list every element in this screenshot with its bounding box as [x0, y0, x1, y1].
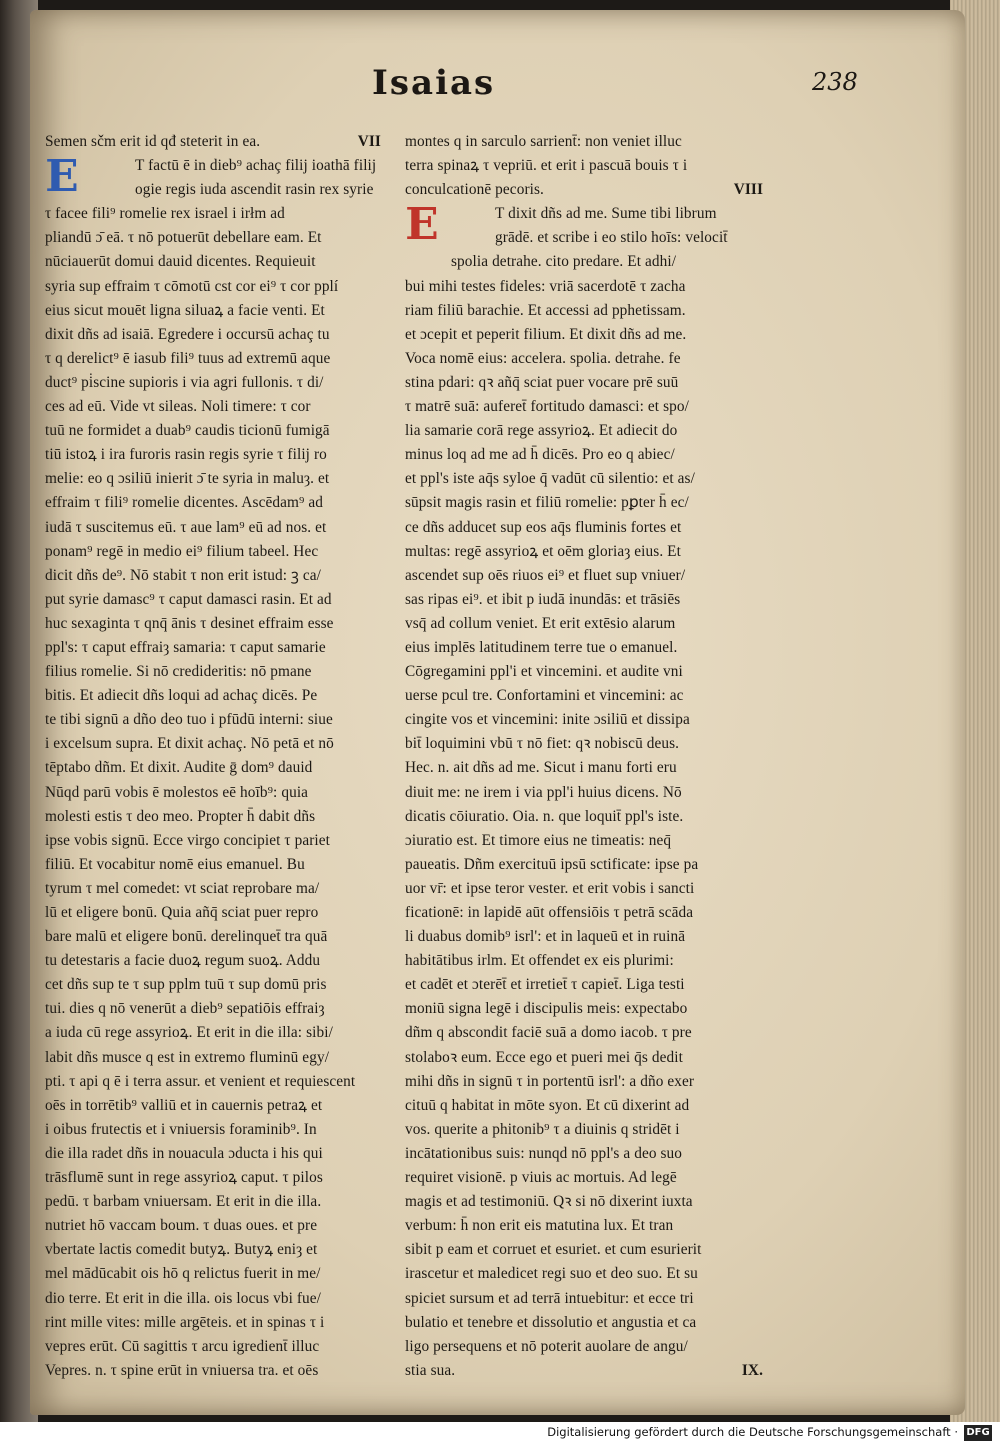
text-line-content: terra spinaꝝ τ vepriū. et erit i pascuā bouis τ i — [405, 157, 688, 175]
text-line-content: T factū ē in dieb⁹ achaç filij ioathā filij — [135, 157, 377, 175]
text-line — [405, 467, 767, 491]
text-line-content: stina pdari: qꝛ añq̄ sciat puer vocare prē suū — [405, 373, 679, 391]
text-line — [89, 178, 385, 202]
running-title: Isaias — [372, 63, 496, 103]
text-line — [45, 973, 385, 997]
text-line-content: Voca nomē eius: accelera. spolia. detrahe. fe — [405, 349, 681, 367]
text-line — [45, 1142, 385, 1166]
text-line — [405, 323, 767, 347]
footer-bar — [0, 1422, 1000, 1445]
text-line-content: cet dñs sup te τ sup pplm tuū τ sup domū pris — [45, 976, 327, 994]
text-line-content: iudā τ suscitemus eū. τ aue lam⁹ eū ad nos. et — [45, 518, 327, 536]
left-first-line — [45, 130, 385, 154]
text-line-content: labit dñs musce q est in extremo fluminū egy/ — [45, 1048, 330, 1066]
text-line-content: grādē. et scribe i eo stilo hoīs: velocit̄ — [495, 229, 728, 247]
text-line — [45, 491, 385, 515]
left-column — [45, 130, 385, 1383]
text-line-content: bui mihi testes fideles: vriā sacerdotē τ zacha — [405, 277, 686, 295]
text-line — [45, 684, 385, 708]
text-line — [405, 997, 767, 1021]
text-line — [45, 1287, 385, 1311]
text-line — [45, 347, 385, 371]
text-line — [405, 516, 767, 540]
digitization-note: Digitalisierung gefördert durch die Deutsche Forschungsgemeinschaft · — [547, 1425, 958, 1439]
text-line-content: nūciauerūt domui dauid dicentes. Requieuit — [45, 253, 316, 271]
text-line-content: dixit dñs ad isaiā. Egredere i occursū achaç tu — [45, 325, 330, 343]
text-line-content: requiret visionē. p viuis ac mortuis. Ad legē — [405, 1169, 677, 1187]
text-line — [405, 1021, 767, 1045]
text-line — [405, 371, 767, 395]
text-line-content: tyrum τ mel comedet: vt sciat reprobare ma/ — [45, 879, 320, 897]
text-line-content: multas: regē assyrioꝝ et oēm gloriaȝ eius. Et — [405, 542, 681, 560]
text-line-content: dicit dñs de⁹. Nō stabit τ non erit istud: ꝫ ca/ — [45, 566, 322, 584]
text-line — [405, 1238, 767, 1262]
text-line — [405, 1118, 767, 1142]
text-line — [45, 1359, 385, 1383]
text-line — [45, 805, 385, 829]
text-line — [45, 732, 385, 756]
text-line — [45, 1166, 385, 1190]
text-line — [45, 564, 385, 588]
text-line — [405, 636, 767, 660]
text-line — [405, 1262, 767, 1286]
text-line — [405, 684, 767, 708]
text-line-content: bitis. Et adiecit dñs loqui ad achaç dicēs. Pe — [45, 687, 318, 705]
text-line — [45, 419, 385, 443]
text-line — [45, 588, 385, 612]
text-line-content: spolia detrahe. cito predare. Et adhi/ — [451, 253, 677, 271]
text-line — [405, 1070, 767, 1094]
text-line — [405, 564, 767, 588]
text-line-content: nutriet hō vaccam boum. τ duas oues. et pre — [45, 1217, 318, 1235]
text-line-content: li duabus domib⁹ isrl': et in laqueū et in ruinā — [405, 928, 686, 946]
text-line-content: Cōgregamini ppl'i et vincemini. et audite vni — [405, 663, 683, 681]
text-line-content: trāsflumē sunt in rege assyrioꝝ caput. τ pilos — [45, 1169, 323, 1187]
text-line — [405, 588, 767, 612]
text-line — [405, 925, 767, 949]
text-line — [405, 1311, 767, 1335]
text-line — [405, 443, 767, 467]
text-line-content: stolaboꝛ eum. Ecce ego et pueri mei q̄s dedit — [405, 1048, 683, 1066]
text-line — [405, 275, 767, 299]
text-line-content: eius sicut mouēt ligna siluaꝝ a facie venti. Et — [45, 301, 325, 319]
text-line — [405, 877, 767, 901]
text-line-content: Vepres. n. τ spine erūt in vniuersa tra. et oēs — [45, 1361, 319, 1379]
text-line-content: eius implēs latitudinem terre tue o emanuel. — [405, 638, 678, 656]
text-line-content: te tibi signū a dño deo tuo i pfūdū interni: siue — [45, 711, 333, 729]
text-line — [45, 323, 385, 347]
text-line-content: cingite vos et vincemini: inite ɔsiliū et dissipa — [405, 711, 690, 729]
text-line — [45, 1335, 385, 1359]
text-line — [45, 660, 385, 684]
text-line — [45, 949, 385, 973]
text-line-content: tēptabo dñm. Et dixit. Audite ḡ dom⁹ dauid — [45, 759, 313, 777]
text-line — [405, 829, 767, 853]
text-line — [45, 540, 385, 564]
text-line-content: verbum: h̄ non erit eis matutina lux. Et tran — [405, 1217, 674, 1235]
text-line — [405, 250, 767, 274]
text-line-content: a iuda cū rege assyrioꝝ. Et erit in die illa: sibi/ — [45, 1024, 333, 1042]
text-line — [45, 275, 385, 299]
text-line — [45, 901, 385, 925]
text-line — [45, 395, 385, 419]
text-line-content: filiū. Et vocabitur nomē eius emanuel. Bu — [45, 855, 305, 873]
text-line-content: bulatio et tenebre et dissolutio et angustia et ca — [405, 1313, 697, 1331]
text-line-content: cituū q habitat in mōte syon. Et cū dixerint ad — [405, 1096, 690, 1114]
text-line — [45, 1118, 385, 1142]
text-line-content: bare malū et eligere bonū. derelinquet̄ tra quā — [45, 928, 328, 946]
right-column — [405, 130, 767, 1383]
text-line-content: sas ripas ei⁹. et ibit p iudā inundās: et trāsiēs — [405, 590, 681, 608]
text-line — [45, 1070, 385, 1094]
text-line-content: riam filiū barachie. Et accessi ad pphetissam. — [405, 301, 686, 319]
text-line-content: uor vr̄: et ipse teror vester. et erit vobis i sancti — [405, 879, 695, 897]
text-line — [45, 1046, 385, 1070]
right-pre-initial-lines — [405, 130, 767, 202]
text-line — [45, 299, 385, 323]
text-line — [45, 1190, 385, 1214]
text-line-content: ponam⁹ regē in medio ei⁹ filium tabeel. Hec — [45, 542, 319, 560]
text-line-content: ipse vobis signū. Ecce virgo concipiet τ pariet — [45, 831, 330, 849]
text-line-content: minus loq ad me ad h̄ dicēs. Pro eo q abiec/ — [405, 446, 675, 464]
text-line-content: rint mille vites: mille argēteis. et in spinas τ i — [45, 1313, 325, 1331]
text-line-content: stia sua. — [405, 1361, 456, 1379]
text-line-content: ces ad eū. Vide vt sileas. Noli timere: τ cor — [45, 398, 311, 416]
text-line — [405, 1166, 767, 1190]
text-line — [405, 491, 767, 515]
text-line-content: vbertate lactis comedit butyꝝ. Butyꝝ eniȝ et — [45, 1241, 318, 1259]
text-line-content: tiū istoꝝ i ira furoris rasin regis syrie τ filij ro — [45, 446, 327, 464]
text-line — [89, 154, 385, 178]
text-line — [405, 540, 767, 564]
text-line-content: i excelsum supra. Et dixit achaç. Nō petā et nō — [45, 735, 334, 753]
text-line — [405, 154, 767, 178]
text-line — [405, 949, 767, 973]
text-line-content: ppl's: τ caput effraiȝ samaria: τ caput samarie — [45, 638, 326, 656]
text-line-content: ogie regis iuda ascendit rasin rex syrie — [135, 181, 374, 199]
folio-number: 238 — [812, 68, 858, 96]
text-line — [405, 1142, 767, 1166]
text-line-content: oēs in torrētib⁹ valliū et in cauernis petraꝝ et — [45, 1096, 323, 1114]
text-line — [45, 1021, 385, 1045]
text-line — [45, 708, 385, 732]
text-line-content: tu detestaris a facie duoꝝ regum suoꝝ. Addu — [45, 952, 321, 970]
text-line — [45, 877, 385, 901]
text-line — [405, 805, 767, 829]
decorated-initial-blue: E — [45, 151, 79, 203]
text-line — [405, 1046, 767, 1070]
text-line — [45, 925, 385, 949]
left-column-lines — [45, 154, 385, 1383]
text-line — [405, 1359, 767, 1383]
text-line-content: dñm q abscondit faciē suā a domo iacob. τ pre — [405, 1024, 692, 1042]
text-line-content: lia samarie corā rege assyrioꝝ. Et adiecit do — [405, 422, 678, 440]
text-line — [45, 1094, 385, 1118]
text-line-content: incātationibus suis: nunqd nō ppl's a deo suo — [405, 1144, 683, 1162]
text-line — [405, 732, 767, 756]
text-line-content: τ q derelict⁹ ē iasub fili⁹ tuus ad extremū aque — [45, 349, 331, 367]
text-line — [45, 1238, 385, 1262]
text-line-content: lū et eligere bonū. Quia añq̄ sciat puer repro — [45, 904, 319, 921]
text-line-content: et cadēt et ɔterēt̄ et irretiet̄ τ capiet̄. Liga testi — [405, 976, 685, 994]
text-line — [45, 250, 385, 274]
text-line-content: tuū ne formidet a duab⁹ caudis ticionū fumigā — [45, 422, 330, 440]
text-line-content: et ɔcepit et peperit filium. Et dixit dñs ad me. — [405, 325, 687, 343]
text-line — [45, 636, 385, 660]
text-line — [45, 443, 385, 467]
text-line — [405, 853, 767, 877]
text-line-content: conculcationē pecoris. — [405, 181, 544, 199]
text-line-content: vsq̄ ad collum veniet. Et erit extēsio alarum — [405, 614, 676, 632]
text-line-content: sūpsit magis rasin et filiū romelie: pꝑter h̄ ec/ — [405, 494, 689, 512]
text-line — [45, 516, 385, 540]
text-line-content: i oibus frutectis et i vniuersis foraminib⁹. In — [45, 1120, 317, 1138]
text-line — [405, 781, 767, 805]
text-line — [405, 347, 767, 371]
text-line-content: vepres erūt. Cū sagittis τ arcu igredient̄ illuc — [45, 1337, 320, 1355]
text-line — [405, 178, 767, 202]
text-line-content: pliandū ɔ̄ eā. τ nō potuerūt debellare eam. Et — [45, 229, 322, 247]
text-line-content: spiciet sursum et ad terrā intuebitur: et ecce tri — [405, 1289, 694, 1307]
chapter-marker-ix: IX. — [741, 1361, 763, 1379]
text-line — [449, 226, 767, 250]
text-line — [405, 1287, 767, 1311]
text-line-content: ascendet sup oēs riuos ei⁹ et fluet sup vniuer/ — [405, 566, 686, 584]
text-line-content: et ppl's iste aq̄s syloe q̄ vadūt cū silentio: et as/ — [405, 470, 695, 488]
text-line-content: ligo persequens et nō poterit auolare de angu/ — [405, 1337, 688, 1355]
text-line-content: syria sup effraim τ cōmotū cst cor ei⁹ τ cor pplí — [45, 277, 339, 295]
text-line — [405, 1094, 767, 1118]
text-line-content: Hec. n. ait dñs ad me. Sicut i manu forti eru — [405, 759, 677, 777]
text-line — [45, 829, 385, 853]
text-line-content: Nūqd parū vobis ē molestos eē hoīb⁹: quia — [45, 783, 309, 801]
text-line — [405, 1214, 767, 1238]
text-line — [405, 395, 767, 419]
text-line-content: habitātibus irlm. Et offendet ex eis plurimi: — [405, 952, 674, 970]
text-line-content: magis et ad testimoniū. Qꝛ si nō dixerint iuxta — [405, 1193, 693, 1211]
text-line-content: die illa radet dñs in nouacula ɔducta i his qui — [45, 1144, 323, 1162]
text-line-content: duct⁹ pi̇scine supioris i via agri fullonis. τ di/ — [45, 373, 324, 391]
text-line — [45, 756, 385, 780]
text-line — [45, 467, 385, 491]
text-line — [405, 973, 767, 997]
chapter-marker-vii: VII — [357, 133, 381, 150]
text-line — [45, 1214, 385, 1238]
text-line-content: τ facee fili⁹ romelie rex israel i irłm ad — [45, 205, 285, 223]
text-line — [45, 612, 385, 636]
text-line — [45, 1262, 385, 1286]
text-line-content: vos. querite a phitonib⁹ τ a diuinis q stridēt i — [405, 1120, 680, 1138]
text-line — [405, 901, 767, 925]
text-line-content: put syrie damasc⁹ τ caput damasci rasin. Et ad — [45, 590, 332, 608]
text-line-content: filius romelie. Si nō credideritis: nō pmane — [45, 663, 312, 681]
text-line-content: paueatis. Dñm exercituū ipsū sctificate: ipse pa — [405, 855, 699, 873]
text-line-content: ɔiuratio est. Et timore eius ne timeatis: neq̄ — [405, 831, 672, 849]
dfg-logo: DFG — [964, 1425, 992, 1441]
text-line — [45, 371, 385, 395]
text-line-content: montes q in sarculo sarrient̄: non veniet illuc — [405, 133, 682, 150]
right-column-lines — [405, 202, 767, 1383]
text-line — [405, 1335, 767, 1359]
text-line-content: diuit me: ne irem i via ppl'i huius dicens. Nō — [405, 783, 682, 801]
left-first-line-text: Semen sčm erit id qđ steterit in ea. — [45, 133, 261, 150]
text-line-content: dicatis cōiuratio. Oia. n. que loquit̄ ppl's iste. — [405, 807, 684, 825]
text-line-content: moniū signa legē i discipulis meis: expectabo — [405, 1000, 688, 1018]
text-line-content: τ matrē suā: auferet̄ fortitudo damasci: et spo/ — [405, 398, 689, 416]
text-line — [405, 419, 767, 443]
text-line-content: mel mādūcabit ois hō q relictus fuerit in me/ — [45, 1265, 321, 1283]
text-line-content: uerse pcul tre. Confortamini et vincemini: ac — [405, 687, 684, 705]
text-line-content: ce dñs adducet sup eos aq̄s fluminis fortes et — [405, 518, 682, 536]
text-line — [45, 997, 385, 1021]
text-line — [45, 226, 385, 250]
text-line — [405, 756, 767, 780]
text-line-content: ficationē: in lapidē aūt offensiōis τ petrā scāda — [405, 904, 694, 921]
text-line — [405, 299, 767, 323]
text-line-content: T dixit dñs ad me. Sume tibi librum — [495, 205, 717, 223]
text-line-content: pti. τ api q ē i terra assur. et venient et requiescent — [45, 1072, 356, 1090]
text-line-content: mihi dñs in signū τ in portentū isrl': a dño exer — [405, 1072, 695, 1090]
text-line — [405, 612, 767, 636]
text-line-content: effraim τ fili⁹ romelie dicentes. Ascēdam⁹ ad — [45, 494, 324, 512]
text-line-content: melie: eo q ɔsiliū inierit ɔ̄ te syria in maluȝ. et — [45, 470, 330, 488]
text-line — [45, 853, 385, 877]
text-line — [45, 781, 385, 805]
text-line-content: pedū. τ barbam vniuersam. Et erit in die illa. — [45, 1193, 322, 1211]
text-line-content: sibit p eam et corruet et esuriet. et cum esurierit — [405, 1241, 702, 1259]
text-line — [405, 660, 767, 684]
text-line — [405, 1190, 767, 1214]
text-line — [405, 130, 767, 154]
chapter-marker-viii: VIII — [733, 181, 763, 199]
text-line-content: huc sexaginta τ qnq̄ ānis τ desinet effraim esse — [45, 614, 334, 632]
text-line-content: dio terre. Et erit in die illa. ois locus vbi fue/ — [45, 1289, 322, 1307]
text-line — [449, 202, 767, 226]
text-line-content: tui. dies q nō venerūt a dieb⁹ sepatiōis effraiȝ — [45, 1000, 325, 1018]
text-line — [45, 1311, 385, 1335]
text-line-content: irascetur et maledicet regi suo et deo suo. Et su — [405, 1265, 698, 1283]
text-line-content: molesti estis τ deo meo. Propter h̄ dabit dñs — [45, 807, 316, 825]
decorated-initial-red: E — [405, 199, 439, 251]
text-line-content: bit̄ loquimini vbū τ nō fiet: qꝛ nobiscū deus. — [405, 735, 680, 753]
text-line — [45, 202, 385, 226]
text-line — [405, 708, 767, 732]
